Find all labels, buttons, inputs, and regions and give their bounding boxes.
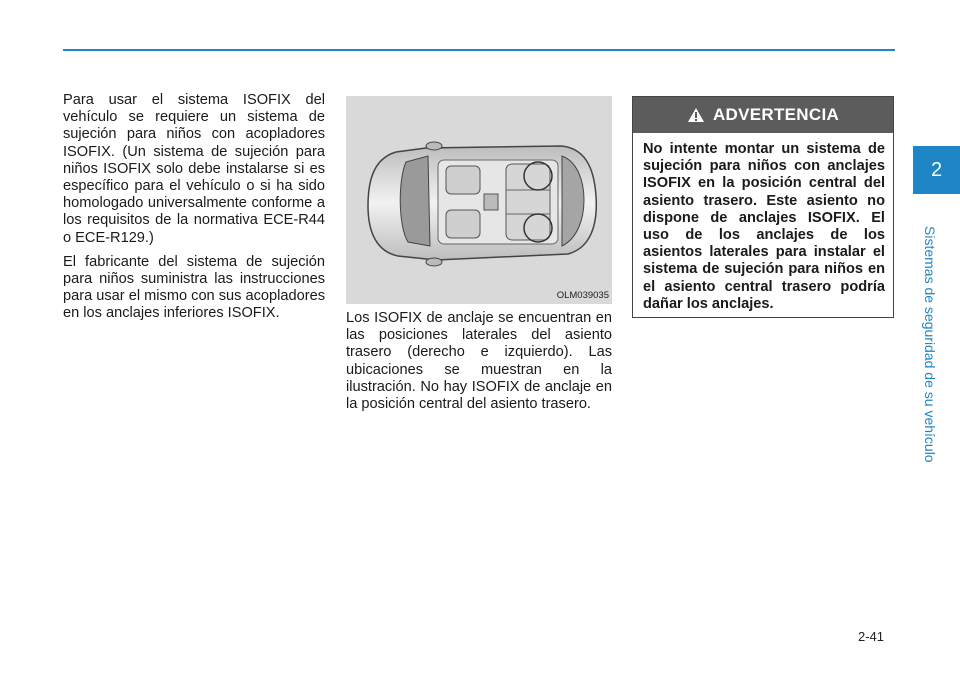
isofix-car-illustration xyxy=(346,96,612,304)
figure-code: OLM039035 xyxy=(556,290,609,301)
windshield xyxy=(400,156,430,246)
left-column xyxy=(63,92,325,330)
chapter-tab: 2 xyxy=(913,146,960,194)
warning-body: No intente montar un sistema de sujeción para niños con anclajes ISOFIX en la posición central del asiento trasero. Este asiento no dispone de anclajes ISOFIX. El uso de los anclajes de los asientos laterales para instalar el sistema de sujeción para niños en el asiento central trasero podría dañar los anclajes. xyxy=(643,141,885,312)
car-top-view-drawing xyxy=(346,96,612,304)
warning-box xyxy=(632,96,894,318)
chapter-title: Sistemas de seguridad de su vehículo xyxy=(922,226,938,463)
front-seat-left xyxy=(446,166,480,194)
rear-seat-bench xyxy=(506,164,550,240)
center-console xyxy=(484,194,498,210)
page-number: 2-41 xyxy=(858,629,885,644)
manufacturer-instructions-paragraph: El fabricante del sistema de sujeción para niños suministra las instrucciones para usar el mismo con sus acopladores en los anclajes inferiores ISOFIX. xyxy=(63,253,326,322)
mirror-left xyxy=(426,142,442,150)
warning-header xyxy=(633,97,893,133)
warning-triangle-icon xyxy=(687,107,705,123)
isofix-intro-paragraph: Para usar el sistema ISOFIX del vehículo se requiere un sistema de sujeción para niños con acopladores ISOFIX. (Un sistema de sujeción para niños ISOFIX solo debe instalarse si es específico para el vehículo o si ha sido homologado universalmente conforme a los requisitos de la normativa ECE-R44 o ECE-R129.) xyxy=(63,92,325,246)
warning-title: ADVERTENCIA xyxy=(712,105,840,124)
front-seat-right xyxy=(446,210,480,238)
top-rule xyxy=(63,49,895,51)
anchor-location-paragraph: Los ISOFIX de anclaje se encuentran en las posiciones laterales del asiento trasero (derecho e izquierdo). Las ubicaciones se muestran en la ilustración. No hay ISOFIX de anclaje en la posición central del asiento trasero. xyxy=(346,310,612,413)
middle-column-text xyxy=(346,310,612,420)
mirror-right xyxy=(426,258,442,266)
